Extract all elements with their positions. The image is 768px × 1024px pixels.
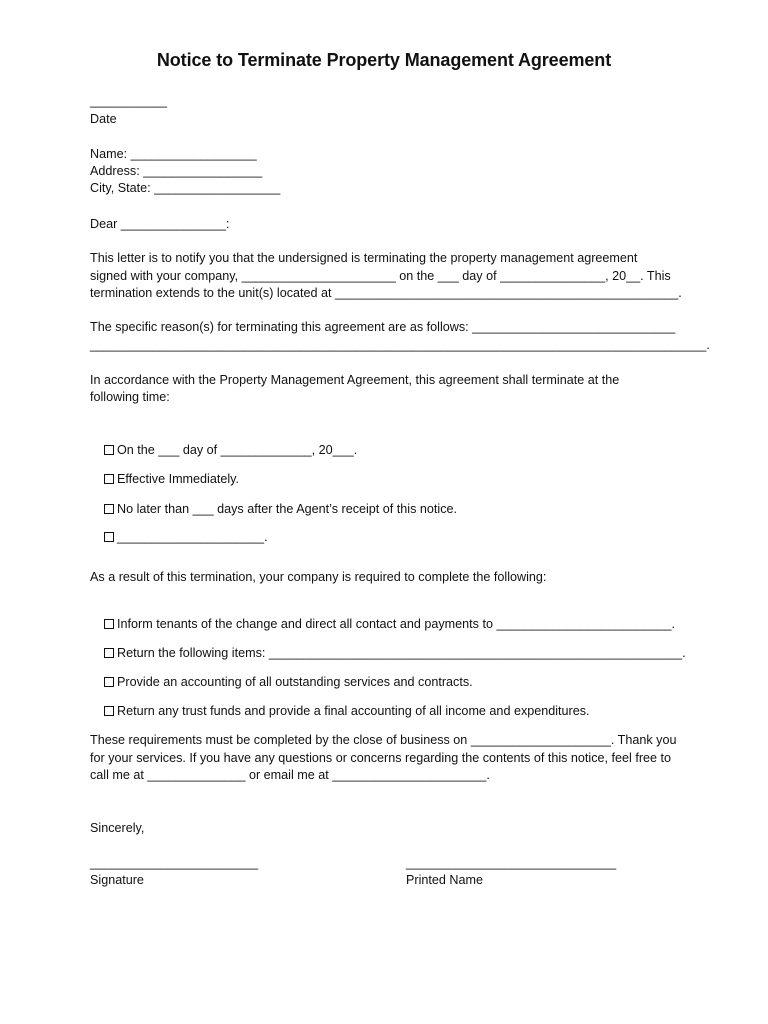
- checkbox[interactable]: [104, 474, 114, 484]
- accordance-line: In accordance with the Property Management Agreement, this agreement shall terminate at the: [90, 373, 620, 387]
- printed-name-label: Printed Name: [406, 873, 483, 887]
- reasons-line: ________________________________________________________________________________________.: [90, 338, 710, 352]
- requirement-item[interactable]: [90, 685, 590, 738]
- notice-paragraph-line: This letter is to notify you that the undersigned is terminating the property management agreement: [90, 251, 638, 265]
- time-option[interactable]: [90, 511, 268, 564]
- closing-paragraph-line: call me at ______________ or email me at ______________________.: [90, 768, 490, 782]
- signature-line: ________________________: [90, 856, 259, 870]
- time-option-label: On the ___ day of _____________, 20___.: [117, 442, 358, 457]
- sincerely: Sincerely,: [90, 821, 145, 835]
- date-line: ___________: [90, 94, 168, 108]
- accordance-line: following time:: [90, 390, 170, 404]
- result-intro: As a result of this termination, your company is required to complete the following:: [90, 570, 547, 584]
- salutation: Dear _______________:: [90, 217, 230, 231]
- time-option-label: Effective Immediately.: [117, 471, 240, 486]
- requirement-label: Inform tenants of the change and direct all contact and payments to _________________________.: [117, 616, 676, 631]
- requirement-label: Provide an accounting of all outstanding services and contracts.: [117, 674, 473, 689]
- closing-paragraph-line: These requirements must be completed by the close of business on ____________________. Thank you: [90, 733, 677, 747]
- recipient-name: Name: __________________: [90, 147, 257, 161]
- time-option-label: _____________________.: [117, 529, 268, 544]
- checkbox[interactable]: [104, 532, 114, 542]
- date-label: Date: [90, 112, 117, 126]
- requirement-label: Return any trust funds and provide a final accounting of all income and expenditures.: [117, 703, 590, 718]
- checkbox[interactable]: [104, 706, 114, 716]
- time-option-label: No later than ___ days after the Agent’s receipt of this notice.: [117, 501, 458, 516]
- requirement-label: Return the following items: ___________________________________________________________.: [117, 645, 686, 660]
- recipient-address: Address: _________________: [90, 164, 263, 178]
- recipient-city-state: City, State: __________________: [90, 181, 281, 195]
- notice-paragraph-line: termination extends to the unit(s) located at _________________________________________________.: [90, 286, 682, 300]
- printed-name-line: ______________________________: [406, 856, 617, 870]
- document-title: Notice to Terminate Property Management Agreement: [156, 50, 612, 70]
- reasons-line: The specific reason(s) for terminating this agreement are as follows: _____________________________: [90, 320, 676, 334]
- notice-paragraph-line: signed with your company, ______________________ on the ___ day of _______________, 20__. This: [90, 269, 671, 283]
- signature-label: Signature: [90, 873, 144, 887]
- closing-paragraph-line: for your services. If you have any questions or concerns regarding the contents of this notice, feel free to: [90, 751, 672, 765]
